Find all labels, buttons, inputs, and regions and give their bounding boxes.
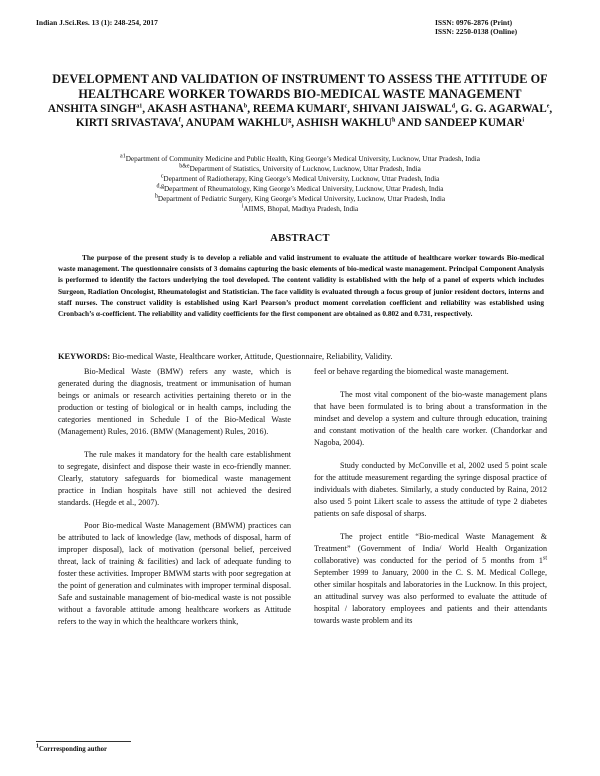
paragraph-continued: feel or behave regarding the biomedical waste management. (314, 367, 509, 376)
author-affiliation-marker: f (178, 117, 181, 124)
footnote (36, 743, 108, 753)
author-name: KIRTI SRIVASTAVA (75, 117, 179, 130)
abstract-heading: ABSTRACT (270, 233, 330, 244)
author-separator: , (247, 103, 253, 115)
body-column-left (58, 366, 291, 639)
paragraph: Bio-Medical Waste (BMW) refers any waste, which is generated during the diagnosis, treatment or immunisation of human beings or animals or research activities pertaining thereto or in the production or testing of biological or in health camps, including the categories mentioned in Schedule I of the Bio-Medical Waste (Management) Rules, 2016. (BMW (Management) Rules, 2016). (58, 367, 291, 436)
footnote-marker: 1 (36, 743, 39, 750)
author-separator: , (549, 103, 553, 115)
paragraph-text: September 1999 to January, 2000 in the C. S. M. Medical College, other similar hospitals and laboratories in the Lucknow. In this project, an attitudinal survey was also performed to evaluate the attitude of hospital / laboratory employees and patients and their attendants towards waste problem and its (314, 568, 547, 625)
paragraph (314, 531, 547, 627)
author-separator: AND (395, 117, 425, 130)
abstract-body: The purpose of the present study is to develop a reliable and valid instrument to evaluate the attitude of healthcare worker towards Bio-medical waste management. The questionnaire consists of 3 domains capturing the basic elements of bio-medical waste management. Principal Component Analysis is performed to identify the factors underlying the tool developed. The content validity is established with the help of a panel of experts which includes Surgeon, Radiation Oncologist, Rheumatologist and Statistician. The face validity is evaluated through a focus group of junior resident doctors, interns and staff nurses. The construct validity is established using Karl Pearson’s product moment correlation coefficient and reliability was established using Cronbach’s α-coefficient. The reliability and validity coefficients for the first component are obtained as 0.802 and 0.731, respectively. (58, 253, 544, 319)
author-affiliation-marker: b (243, 103, 248, 110)
author-separator: , (180, 117, 186, 130)
keywords-label: KEYWORDS: (58, 352, 111, 361)
body-column-right (314, 366, 547, 638)
affiliation-marker: i (241, 203, 244, 210)
author-name: ANUPAM WAKHLU (185, 117, 289, 130)
author-name: SANDEEP KUMAR (424, 117, 523, 130)
issn-online: ISSN: 2250-0138 (Online) (435, 27, 518, 36)
affiliation-marker: h (154, 193, 158, 200)
paragraph: The rule makes it mandatory for the health care establishment to segregate, disinfect and dispose their waste in eco-friendly manner. Clearly, statutory safeguards for biomedical waste management practice in Indian hospitals have still not achieved the desired standards. (Hegde et al., 2007). (58, 450, 291, 507)
author-separator: , (291, 117, 297, 130)
author-name: SHIVANI JAISWAL (352, 103, 452, 115)
affiliation-line (40, 164, 560, 174)
author-name: G. G. AGARWAL (460, 103, 547, 115)
author-affiliation-marker: d (451, 103, 456, 110)
keywords-text: Bio-medical Waste, Healthcare worker, Attitude, Questionnaire, Reliability, Validity. (110, 352, 393, 361)
affiliation-line (40, 204, 560, 214)
paragraph: The most vital component of the bio-waste management plans that have been formulated is to bring about a transformation in the mindset and develop a system and culture through education, training and constant motivation of the health care worker. (Chandorkar and Nagoba, 2004). (314, 390, 547, 447)
author-separator: , (347, 103, 353, 115)
affiliation-text: Department of Statistics, University of Lucknow, Lucknow, Uttar Pradesh, India (189, 165, 421, 173)
author-name: AKASH ASTHANA (147, 103, 244, 115)
affiliation-text: Department of Radiotherapy, King George’s Medical University, Lucknow, Uttar Pradesh, India (163, 175, 440, 183)
issn-print: ISSN: 0976-2876 (Print) (435, 18, 513, 27)
author-list (40, 102, 560, 131)
author-name: ASHISH WAKHLU (296, 117, 393, 130)
journal-citation: Indian J.Sci.Res. 13 (1): 248-254, 2017 (36, 18, 158, 27)
author-affiliation-marker: i (522, 117, 525, 124)
affiliation-marker: a1 (120, 153, 126, 160)
affiliation-line (40, 194, 560, 204)
affiliations (40, 154, 560, 214)
author-affiliation-marker: h (392, 117, 396, 124)
paragraph-text: The project entitle “Bio-medical Waste Management & Treatment” (Government of India/ World Health Organization collaborative) was conducted for the period of 5 months from 1 (314, 532, 547, 565)
footnote-text: Corrresponding author (39, 746, 108, 753)
affiliation-text: Department of Pediatric Surgery, King George’s Medical University, Lucknow, Uttar Pradesh, India (157, 195, 446, 203)
author-separator: , (455, 103, 461, 115)
paper-title: DEVELOPMENT AND VALIDATION OF INSTRUMENT TO ASSESS THE ATTITUDE OF HEALTHCARE WORKER TOWARDS BIO-MEDICAL WASTE MANAGEMENT (52, 72, 548, 101)
author-name: REEMA KUMARI (252, 103, 345, 115)
author-affiliation-marker: g (288, 117, 292, 124)
affiliation-text: AIIMS, Bhopal, Madhya Pradesh, India (243, 205, 359, 213)
paragraph: Study conducted by McConville et al, 2002 used 5 point scale for the attitude measurement regarding the syringe disposal practice of individuals with diabetes. Similarly, a study conducted by Raina, 2012 also used 5 point Likert scale to assess the attitude of type 2 diabetes patients on safe disposal of sharps. (314, 461, 547, 518)
author-affiliation-marker: c (344, 103, 348, 110)
affiliation-text: Department of Rheumatology, King George’s Medical University, Lucknow, Uttar Pradesh, India (163, 185, 444, 193)
affiliation-marker: d,g (156, 183, 164, 190)
paragraph: Poor Bio-medical Waste Management (BMWM) practices can be attributed to lack of knowledge (law, methods of disposal, harm of improper disposal), lack of motivation (personal belief, perceived threat, lack of training & facilities) and lack of adequate funding to foster these activities. Improper BMWM starts with poor segregation at the point of generation and culminates with improper terminal disposal. Safe and sustainable management of bio-medical waste is not possible without a favorable attitude among healthcare workers as Attitude refers to the way in which the healthcare workers think, (58, 521, 291, 626)
affiliation-line (40, 174, 560, 184)
author-affiliation-marker: a1 (136, 103, 143, 110)
affiliation-marker: c (160, 173, 164, 180)
author-separator: , (142, 103, 148, 115)
keywords (58, 352, 558, 362)
affiliation-marker: b&e (179, 163, 190, 170)
affiliation-line (40, 184, 560, 194)
affiliation-line (40, 154, 560, 164)
author-name: ANSHITA SINGH (47, 103, 137, 115)
footnote-rule (36, 741, 131, 742)
author-affiliation-marker: e (546, 103, 550, 110)
ordinal-suffix: st (542, 555, 547, 562)
affiliation-text: Department of Community Medicine and Public Health, King George’s Medical University, Lucknow, Uttar Pradesh, India (125, 155, 480, 163)
issn-block (435, 18, 517, 36)
